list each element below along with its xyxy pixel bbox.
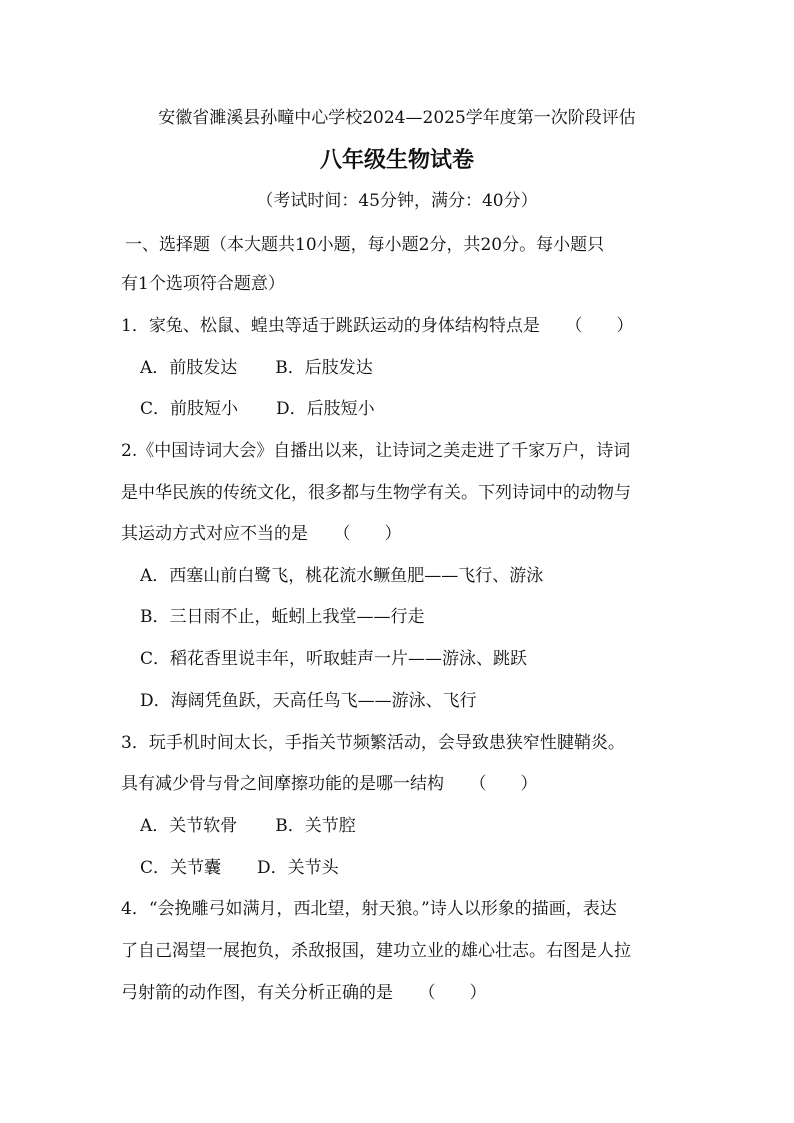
section-heading-line-2: 有1个选项符合题意） bbox=[121, 274, 285, 294]
question-3-stem-line-2: 具有减少骨与骨之间摩擦功能的是哪一结构 （ ） bbox=[121, 774, 538, 794]
option-d: D．关节头 bbox=[257, 858, 339, 878]
question-4-stem-line-1: 4．“会挽雕弓如满月，西北望，射天狼。”诗人以形象的描画，表达 bbox=[121, 899, 617, 919]
question-2-option-a: A．西塞山前白鹭飞，桃花流水鳜鱼肥——飞行、游泳 bbox=[140, 566, 544, 586]
question-1-options-row-2 bbox=[140, 398, 375, 420]
section-heading-line-1: 一、选择题（本大题共10小题，每小题2分，共20分。每小题只 bbox=[125, 235, 605, 255]
option-a: A．关节软骨 bbox=[140, 816, 238, 836]
question-3-options-row-1 bbox=[140, 815, 356, 837]
question-1-options-row-1 bbox=[140, 357, 373, 379]
question-2-stem-line-3: 其运动方式对应不当的是 （ ） bbox=[121, 524, 402, 544]
question-4-stem-line-2: 了自己渴望一展抱负，杀敌报国，建功立业的雄心壮志。右图是人拉 bbox=[121, 941, 631, 961]
question-2-stem-line-2: 是中华民族的传统文化，很多都与生物学有关。下列诗词中的动物与 bbox=[121, 483, 631, 503]
question-3-stem-line-1: 3．玩手机时间太长，手指关节频繁活动，会导致患狭窄性腱鞘炎。 bbox=[121, 733, 625, 753]
option-c: C．关节囊 bbox=[140, 858, 222, 878]
question-3-options-row-2 bbox=[140, 857, 339, 879]
option-a: A．前肢发达 bbox=[140, 358, 238, 378]
exam-title: 八年级生物试卷 bbox=[319, 147, 474, 173]
school-header: 安徽省濉溪县孙疃中心学校2024—2025学年度第一次阶段评估 bbox=[158, 108, 636, 128]
question-2-option-c: C．稻花香里说丰年，听取蛙声一片——游泳、跳跃 bbox=[140, 649, 528, 669]
question-4-stem-line-3: 弓射箭的动作图，有关分析正确的是 （ ） bbox=[121, 983, 487, 1003]
question-2-option-d: D．海阔凭鱼跃，天高任鸟飞——游泳、飞行 bbox=[140, 691, 477, 711]
option-b: B．后肢发达 bbox=[275, 358, 373, 378]
exam-info: （考试时间：45分钟，满分：40分） bbox=[256, 191, 538, 211]
question-2-stem-line-1: 2.《中国诗词大会》自播出以来，让诗词之美走进了千家万户，诗词 bbox=[121, 441, 631, 461]
option-c: C．前肢短小 bbox=[140, 399, 239, 419]
option-d: D．后肢短小 bbox=[276, 399, 375, 419]
option-b: B．关节腔 bbox=[275, 816, 356, 836]
question-2-option-b: B．三日雨不止，蚯蚓上我堂——行走 bbox=[140, 607, 425, 627]
question-1-stem: 1．家兔、松鼠、蝗虫等适于跳跃运动的身体结构特点是 （ ） bbox=[121, 316, 634, 336]
